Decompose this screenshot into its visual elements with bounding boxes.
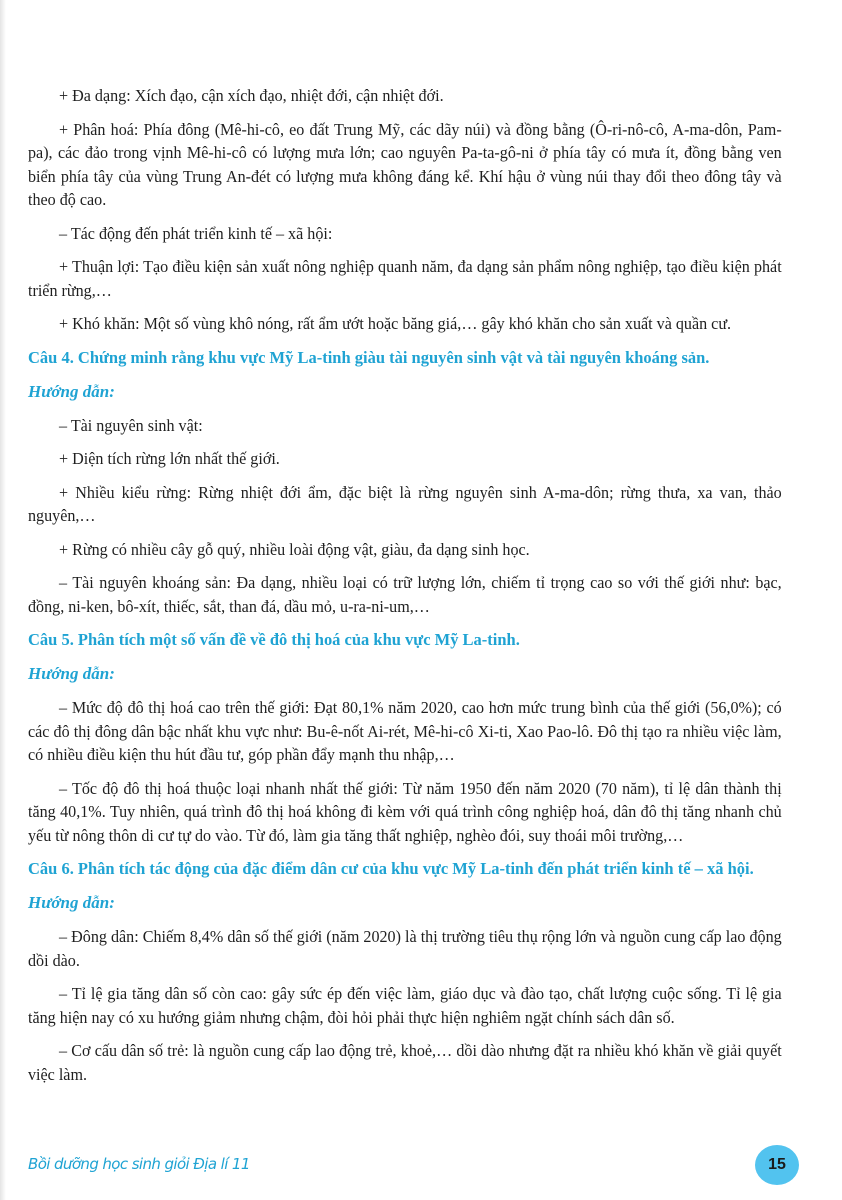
paragraph: + Khó khăn: Một số vùng khô nóng, rất ẩm ướt hoặc băng giá,… gây khó khăn cho sản xuất và quần cư. bbox=[59, 314, 732, 333]
paragraph: + Đa dạng: Xích đạo, cận xích đạo, nhiệt đới, cận nhiệt đới. bbox=[59, 86, 444, 105]
question-5 bbox=[28, 628, 782, 847]
paragraph: – Tài nguyên sinh vật: bbox=[59, 415, 203, 435]
paragraph: – Tỉ lệ gia tăng dân số còn cao: gây sức ép đến việc làm, giáo dục và đào tạo, chất lượng cuộc sống. Tỉ lệ gia tăng hiện nay có xu hướng giảm nhưng chậm, đòi hỏi phải thực hiện nghiêm ngặt chính sách dân số. bbox=[28, 984, 782, 1027]
paragraph: + Rừng có nhiều cây gỗ quý, nhiều loài động vật, giàu, đa dạng sinh học. bbox=[59, 539, 530, 559]
paragraph: + Thuận lợi: Tạo điều kiện sản xuất nông nghiệp quanh năm, đa dạng sản phẩm nông nghiệp, tạo điều kiện phát triển rừng,… bbox=[28, 257, 782, 300]
footer-book-title: Bồi dưỡng học sinh giỏi Địa lí 11 bbox=[28, 1155, 250, 1173]
question-title: Câu 5. Phân tích một số vấn đề về đô thị hoá của khu vực Mỹ La-tinh. bbox=[28, 630, 520, 649]
question-title: Câu 6. Phân tích tác động của đặc điểm dân cư của khu vực Mỹ La-tinh đến phát triển kinh tế – xã hội. bbox=[28, 859, 754, 878]
paragraph: – Tốc độ đô thị hoá thuộc loại nhanh nhất thế giới: Từ năm 1950 đến năm 2020 (70 năm), tỉ lệ dân thành thị tăng 40,1%. Tuy nhiên, quá trình đô thị hoá không đi kèm với quá trình công nghiệp hoá, dân đô thị tăng nhanh chủ yếu từ nông thôn di cư tự do vào. Từ đó, làm gia tăng thất nghiệp, nghèo đói, suy thoái môi trường,… bbox=[28, 778, 782, 845]
question-title: Câu 4. Chứng minh rằng khu vực Mỹ La-tinh giàu tài nguyên sinh vật và tài nguyên khoáng sản. bbox=[28, 347, 710, 367]
page-edge-shadow bbox=[0, 0, 6, 1200]
paragraph: + Phân hoá: Phía đông (Mê-hi-cô, eo đất Trung Mỹ, các dãy núi) và đồng bằng (Ô-ri-nô-cô, A-ma-dôn, Pam-pa), các đảo trong vịnh Mê-hi-cô có lượng mưa lớn; cao nguyên Pa-ta-gô-ni ở phía tây có mưa ít, đồng bằng ven biển phía tây của vùng Trung An-đét có lượng mưa không đáng kể. Khí hậu ở vùng núi thay đổi theo đông tây và theo độ cao. bbox=[28, 119, 782, 209]
page-content bbox=[28, 84, 782, 1096]
guide-label: Hướng dẫn: bbox=[28, 893, 115, 912]
page-number-badge: 15 bbox=[755, 1145, 799, 1185]
guide-label: Hướng dẫn: bbox=[28, 381, 115, 401]
paragraph: – Tài nguyên khoáng sản: Đa dạng, nhiều loại có trữ lượng lớn, chiếm tỉ trọng cao so với thế giới như: bạc, đồng, ni-ken, bô-xít, thiếc, sắt, than đá, dầu mỏ, u-ra-ni-um,… bbox=[28, 573, 782, 616]
question-4 bbox=[28, 346, 782, 619]
paragraph: – Mức độ đô thị hoá cao trên thế giới: Đạt 80,1% năm 2020, cao hơn mức trung bình của thế giới (56,0%); có các đô thị đông dân bậc nhất khu vực như: Bu-ê-nốt Ai-rét, Mê-hi-cô Xi-ti, Xao Pao-lô. Đô thị tạo ra nhiều việc làm, có nhiều điều kiện thu hút đầu tư, góp phần đẩy mạnh thu nhập,… bbox=[28, 698, 782, 764]
paragraph: – Đông dân: Chiếm 8,4% dân số thế giới (năm 2020) là thị trường tiêu thụ rộng lớn và nguồn cung cấp lao động dồi dào. bbox=[28, 927, 782, 970]
paragraph: + Diện tích rừng lớn nhất thế giới. bbox=[59, 449, 280, 468]
paragraph: + Nhiều kiểu rừng: Rừng nhiệt đới ẩm, đặc biệt là rừng nguyên sinh A-ma-dôn; rừng thưa, xa van, thảo nguyên,… bbox=[28, 482, 782, 525]
guide-label: Hướng dẫn: bbox=[28, 664, 115, 683]
paragraph: – Tác động đến phát triển kinh tế – xã hội: bbox=[59, 223, 333, 243]
paragraph: – Cơ cấu dân số trẻ: là nguồn cung cấp lao động trẻ, khoẻ,… dồi dào nhưng đặt ra nhiều khó khăn về giải quyết việc làm. bbox=[28, 1041, 782, 1084]
question-6 bbox=[28, 857, 782, 1086]
